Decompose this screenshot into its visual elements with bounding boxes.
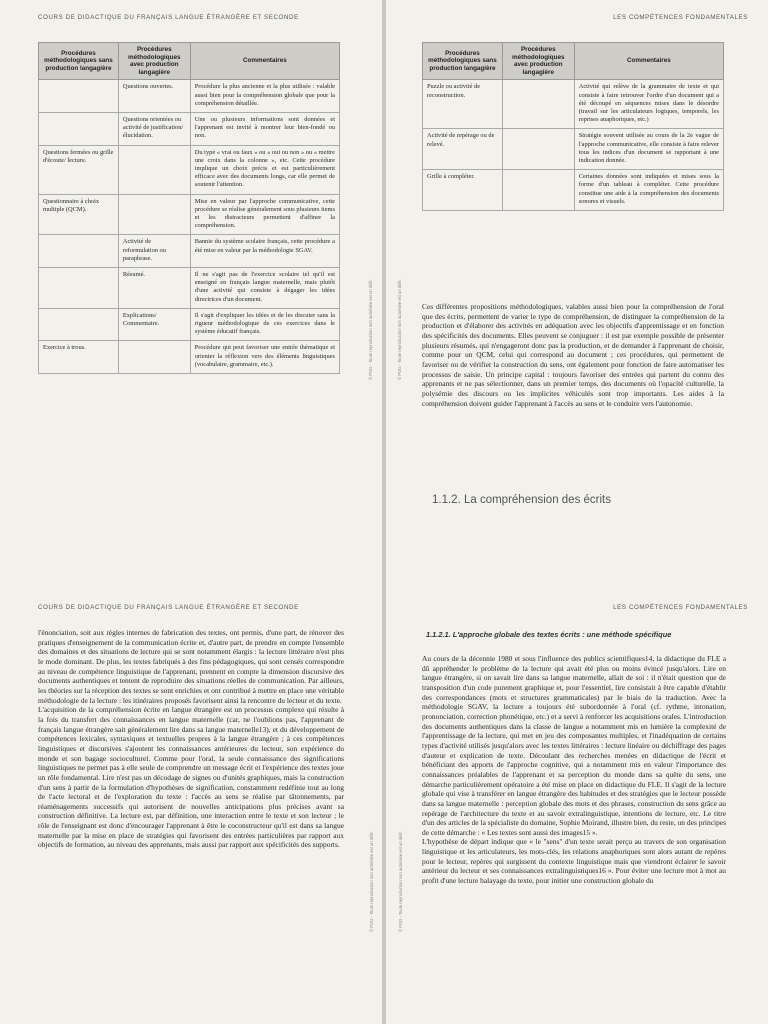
- table-row: [39, 145, 340, 194]
- procedure-cell: [39, 268, 119, 309]
- table-row: [39, 112, 340, 145]
- table-row: [39, 235, 340, 268]
- comment-cell: Activité qui relève de la grammaire de texte et qui consiste à faire retrouver l'ordre d'un document qui a été découpé en séquences mises dans le désordre (travail sur les articulateurs logiques, temporels, les reprises anaphoriques, etc.): [574, 80, 723, 129]
- left-page: [0, 512, 382, 1024]
- copyright-note: © PUG - Toute reproduction non autorisée est un délit.: [369, 831, 374, 932]
- table-header-row: [39, 43, 340, 80]
- procedures-table: [422, 42, 724, 211]
- procedure-cell: [39, 235, 119, 268]
- procedure-cell: Activité de reformulation ou paraphrase.: [118, 235, 190, 268]
- procedure-cell: Questions orientées ou activité de justification/ élucidation.: [118, 112, 190, 145]
- procedure-cell: Activité de repérage ou de relevé.: [423, 129, 503, 170]
- procedure-cell: Résumé.: [118, 268, 190, 309]
- paragraph: Ces différentes propositions méthodologiques, valables aussi bien pour la compréhension de l'oral que des écrits, permettent de varier le type de compréhension, de distinguer la compréhension de la production et d'élaborer des activités en adéquation avec les objectifs d'apprentissage et en fonction des spécificités des documents. Elles peuvent se conjuguer : il est par exemple possible de présenter plusieurs résumés, qui n'engageront donc pas la production, et de demander à l'apprenant de choisir, comme pour un QCM, celui qui correspond au document ; ces procédures, qui permettent de favoriser ou de vérifier la construction du sens, ont également pour fonction de faire automatiser les processus de saisie. Un principe capital : toujours favoriser des entrées qui partent du connu des apprenants et ne pas sélectionner, dans un premier temps, des documents où l'opacité culturelle, la polysémie des discours ou les implicites véhiculés sont trop importants. Les aides à la compréhension doivent guider l'apprenant à l'accès au sens et le conduire vers l'autonomie.: [422, 302, 724, 408]
- comment-cell: Il s'agit d'expliquer les idées et de les discuter sans la rigueur méthodologique de ces exercices dans le système éducatif français.: [190, 308, 339, 341]
- procedure-cell: [39, 112, 119, 145]
- table-row: [423, 80, 724, 129]
- procedure-cell: Questionnaire à choix multiple (QCM).: [39, 194, 119, 235]
- running-head: COURS DE DIDACTIQUE DU FRANÇAIS LANGUE ÉTRANGÈRE ET SECONDE: [38, 604, 299, 611]
- page-153: [386, 0, 768, 512]
- comment-cell: Mise en valeur par l'approche communicative, cette procédure se réalise généralement sous plusieurs items et les distracteurs permettent d'affiner la compréhension.: [190, 194, 339, 235]
- procedure-cell: Questions ouvertes.: [118, 80, 190, 113]
- table-row: [423, 129, 724, 170]
- right-page: [386, 512, 768, 1024]
- paragraph: l'énonciation, soit aux règles internes de fabrication des textes, ont permis, d'une part, de rénover des pratiques d'enseignement de la communication écrite et, d'autre part, de prendre en compte l'ensemble des domaines et des situations de lecture qui se sont notamment élargis : la lecture littéraire n'est plus le mode dominant. De plus, les textes fabriqués à des fins pédagogiques, qui sont censés correspondre au niveau de compétence linguistique de l'apprenant, prennent en compte la dimension discursive des documents authentiques et tentent de reproduire des situations réelles de communication. Par ailleurs, les théories sur la réception des textes se sont enrichies et ont contribué à mettre en place une véritable méthodologie de la lecture : les itinéraires proposés favorisent ainsi la rencontre du lecteur et du texte.: [38, 628, 344, 705]
- table-row: [423, 170, 724, 211]
- table-row: [39, 268, 340, 309]
- bottom-spread: [0, 512, 768, 1024]
- body-text: [38, 628, 344, 850]
- procedure-cell: [39, 308, 119, 341]
- table-row: [39, 194, 340, 235]
- paragraph: Au cours de la décennie 1980 et sous l'influence des publics scientifiques14, la didactique du FLE a dû appréhender le problème de la lecture qui avait été plus ou moins évincé jusqu'alors. Lire en langue étrangère, si on savait lire dans sa langue maternelle, allait de soi : il n'était question que de transposition d'un code purement graphique et, pour l'essentiel, lire consistait à être capable d'établir des correspondances (mots et structures grammaticales) par le biais de la traduction. Avec la méthodologie SGAV, la lecture a toujours été subordonnée à l'oral (cf. rythme, intonation, prononciation, correction phonétique, etc.) et a servi à renforcer les acquisitions orales. L'introduction des documents authentiques dans la classe de langue a notamment mis en lumière la complexité de l'apprentissage de la lecture, qui met en jeu des composantes multiples, et l'inadéquation de certains types d'activité utilisés jusqu'alors avec les textes littéraires : lecture linéaire ou déchiffrage des pages d'auteur et explication de texte. Découlant des recherches menées en didactique de l'écrit et bénéficiant des apports de l'approche cognitive, qui a notamment mis en valeur l'importance des connaissances préalables de l'apprenant et sa perception du monde dans sa quête du sens, une démarche particulièrement opératoire a été mise en place en didactique du FLE. Il s'agit de la lecture globale qui vise à transférer en langue étrangère des habitudes et des stratégies que le lecteur possède dans sa langue maternelle : perception globale des mots et des phrases, construction du sens grâce au repérage de l'architecture du texte et au savoir extralinguistique, intentions de lecture, etc. Le titre d'un des articles de la spécialiste du domaine, Sophie Moirand, illustre bien, du reste, un des principes de cette démarche : « Les textes sont aussi des images15 ».: [422, 654, 726, 837]
- copyright-note: © PUG - Toute reproduction non autorisée est un délit.: [397, 279, 402, 380]
- comment-cell: Certaines données sont indiquées et mises sous la forme d'un tableau à compléter. Cette procédure constitue une aide à la compréhension des documents sonores et visuels.: [574, 170, 723, 211]
- body-text: [422, 654, 726, 886]
- running-head: LES COMPÉTENCES FONDAMENTALES: [613, 604, 748, 611]
- procedure-cell: Explications/ Commentaire.: [118, 308, 190, 341]
- procedure-cell: [118, 145, 190, 194]
- procedure-cell: Puzzle ou activité de reconstruction.: [423, 80, 503, 129]
- procedure-cell: [502, 170, 574, 211]
- section-heading: 1.1.2. La compréhension des écrits: [432, 494, 611, 506]
- procedure-cell: [118, 194, 190, 235]
- procedure-cell: [502, 80, 574, 129]
- paragraph: L'acquisition de la compréhension écrite en langue étrangère est un processus complexe qui résulte à la fois du transfert des connaissances en langue maternelle (car, ne l'oublions pas, l'apprenant de français langue étrangère sait généralement lire dans sa langue maternelle13), et du développement de compétences lexicales, syntaxiques et textuelles propres à la langue étrangère ; à ces compétences linguistiques et discursives s'ajoutent les connaissances antérieures du lecteur, son expérience du monde et son bagage socioculturel. Comme pour l'oral, la seule connaissance des significations linguistiques ne permet pas à elle seule de comprendre un message écrit et l'expérience des textes joue un rôle fondamental. Lire n'est pas un décodage de signes ou d'unités graphiques, mais la construction d'un sens à partir de la formulation d'hypothèses de signification, constamment redéfinie tout au long de l'acte lectoral et de l'exploration du texte : l'accès au sens se réalise par tâtonnements, par réaménagements successifs qui autorisent de nouvelles anticipations plus précises avant sa construction définitive. La lecture est, par définition, une interaction entre le texte et son lecteur ; le rôle de l'enseignant est donc d'encourager l'apprenant à être le coconstructeur qu'il est dans sa langue maternelle par la mise en place de stratégies qui favorisent des entrées particulières par rapport aux objectifs de formation, au niveau des apprenants, mais aussi par rapport aux spécificités des supports.: [38, 705, 344, 850]
- subsection-heading: 1.1.2.1. L'approche globale des textes écrits : une méthode spécifique: [426, 630, 672, 639]
- procedure-cell: Questions fermées ou grille d'écoute/ lecture.: [39, 145, 119, 194]
- procedure-cell: Grille à compléter.: [423, 170, 503, 211]
- comment-cell: Une ou plusieurs informations sont données et l'apprenant est invité à montrer leur bien-fondé ou non.: [190, 112, 339, 145]
- comment-cell: Procédure qui peut favoriser une entrée thématique et orienter la réflexion vers des éléments linguistiques (vocabulaire, grammaire, etc.).: [190, 341, 339, 374]
- procedure-cell: [502, 129, 574, 170]
- table-row: [39, 341, 340, 374]
- comment-cell: Il ne s'agit pas de l'exercice scolaire tel qu'il est enseigné en français langue maternelle, mais plutôt d'une activité qui consiste à dégager les idées directrices d'un document.: [190, 268, 339, 309]
- table-row: [39, 80, 340, 113]
- page-152: [0, 0, 382, 512]
- procedures-table: [38, 42, 340, 374]
- comment-cell: Bannie du système scolaire français, cette procédure a été mise en valeur par la méthodologie SGAV.: [190, 235, 339, 268]
- table-header: Procédures méthodologiques sans production langagière: [39, 43, 119, 80]
- table-header: Commentaires: [574, 43, 723, 80]
- table-header: Procédures méthodologiques avec production langagière: [502, 43, 574, 80]
- table-header: Commentaires: [190, 43, 339, 80]
- paragraph: L'hypothèse de départ indique que « le "sens" d'un texte serait perçu au travers de son organisation linguistique et les articulateurs, les mots-clés, les relations anaphoriques sont alors autant de repères pour le lecteur, repères qui surgissent du contexte linguistique mais que viendront éclairer le savoir antérieur du lecteur et ses connaissances extralinguistiques16 ». Pour éviter une lecture mot à mot au profit d'une lecture balayage du texte, pour initier une construction globale du: [422, 837, 726, 886]
- table-header-row: [423, 43, 724, 80]
- running-head: COURS DE DIDACTIQUE DU FRANÇAIS LANGUE ÉTRANGÈRE ET SECONDE: [38, 14, 299, 21]
- copyright-note: © PUG - Toute reproduction non autorisée est un délit.: [368, 279, 373, 380]
- comment-cell: Du type « vrai ou faux » ou « oui ou non » ou « mettre une croix dans la colonne », etc. Cette procédure implique un choix précis et est particulièrement efficace avec des documents longs, car elle permet de soutenir l'attention.: [190, 145, 339, 194]
- procedure-cell: [39, 80, 119, 113]
- procedure-cell: [118, 341, 190, 374]
- comment-cell: Procédure la plus ancienne et la plus utilisée : valable aussi bien pour la compréhension globale que pour la compréhension détaillée.: [190, 80, 339, 113]
- body-text: [422, 302, 724, 408]
- table-row: [39, 308, 340, 341]
- table-header: Procédures méthodologiques sans production langagière: [423, 43, 503, 80]
- copyright-note: © PUG - Toute reproduction non autorisée est un délit.: [398, 831, 403, 932]
- table-header: Procédures méthodologiques avec production langagière: [118, 43, 190, 80]
- comment-cell: Stratégie souvent utilisée au cours de la 2e vague de l'approche communicative, elle consiste à faire relever tous les indices d'un document se rapportant à une indication donnée.: [574, 129, 723, 170]
- procedure-cell: Exercice à trous.: [39, 341, 119, 374]
- running-head: LES COMPÉTENCES FONDAMENTALES: [613, 14, 748, 21]
